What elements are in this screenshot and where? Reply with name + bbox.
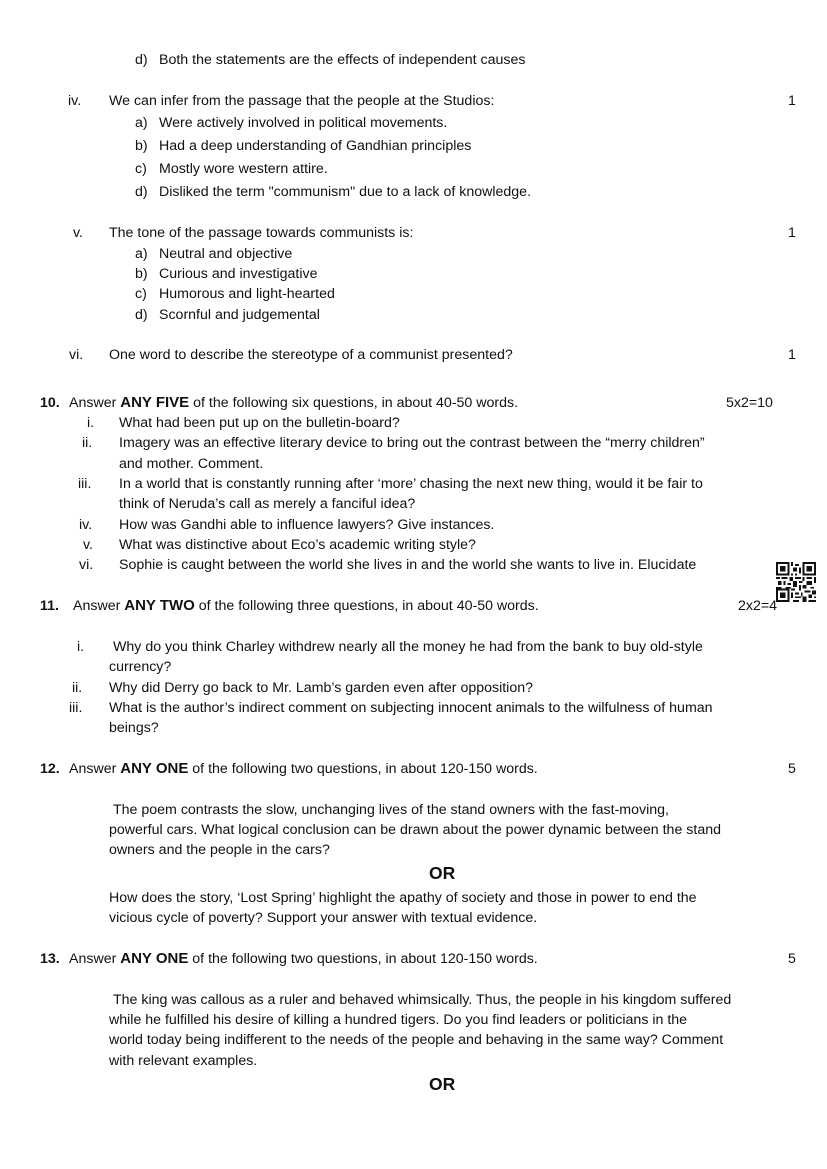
answer-option-text: world today being indifferent to the needs of the people and behaving in the same way? Comment	[109, 1032, 724, 1048]
answer-option-text: The king was callous as a ruler and behaved whimsically. Thus, the people in his kingdom suffered	[113, 992, 732, 1008]
subquestion-text: We can infer from the passage that the people at the Studios:	[109, 93, 495, 109]
question-number: 11.	[40, 598, 59, 614]
subquestion-number: v.	[73, 225, 83, 241]
answer-option-text: vicious cycle of poverty? Support your answer with textual evidence.	[109, 910, 538, 926]
marks: 2x2=4	[738, 598, 778, 614]
subquestion-number: iv.	[79, 517, 93, 533]
subquestion-text: One word to describe the stereotype of a communist presented?	[109, 347, 513, 363]
answer-option-text: powerful cars. What logical conclusion can be drawn about the power dynamic between the stand	[109, 822, 721, 838]
subquestion-text: Why did Derry go back to Mr. Lamb’s garden even after opposition?	[109, 680, 534, 696]
question-heading: Answer ANY ONE of the following two questions, in about 120-150 words.	[69, 760, 538, 777]
answer-option-text: while he fulfilled his desire of killing a hundred tigers. Do you find leaders or politicians in the	[109, 1012, 688, 1028]
question-number: 10.	[40, 395, 60, 411]
subquestion-text: The tone of the passage towards communists is:	[109, 225, 414, 241]
answer-option-text: How does the story, ‘Lost Spring’ highlight the apathy of society and those in power to end the	[109, 890, 697, 906]
subquestion-text: How was Gandhi able to influence lawyers? Give instances.	[119, 517, 495, 533]
question-heading: Answer ANY FIVE of the following six questions, in about 40-50 words.	[69, 394, 519, 411]
qr-code-icon	[776, 562, 816, 602]
subquestion-text: What was distinctive about Eco’s academic writing style?	[119, 537, 476, 553]
subquestion-number: vi.	[69, 347, 84, 363]
marks: 1	[788, 225, 796, 241]
subquestion-number: iii.	[69, 700, 83, 716]
subquestion-number: i.	[77, 639, 85, 655]
option-label: a)	[135, 246, 148, 262]
option-label: d)	[135, 52, 148, 68]
or-divider: OR	[429, 1074, 456, 1094]
subquestion-number: iv.	[68, 93, 82, 109]
subquestion-text: Why do you think Charley withdrew nearly all the money he had from the bank to buy old-style	[113, 639, 703, 655]
or-divider: OR	[429, 863, 456, 883]
subquestion-text: think of Neruda’s call as merely a fanciful idea?	[119, 496, 416, 512]
subquestion-text: In a world that is constantly running after ‘more’ chasing the next new thing, would it be fair to	[119, 476, 703, 492]
answer-option-text: The poem contrasts the slow, unchanging lives of the stand owners with the fast-moving,	[113, 802, 669, 818]
question-number: 12.	[40, 761, 60, 777]
option-label: a)	[135, 115, 148, 131]
option-text: Mostly wore western attire.	[159, 161, 328, 177]
subquestion-number: vi.	[79, 557, 94, 573]
question-number: 13.	[40, 951, 60, 967]
subquestion-text: What had been put up on the bulletin-board?	[119, 415, 400, 431]
option-text: Both the statements are the effects of independent causes	[159, 52, 526, 68]
option-text: Neutral and objective	[159, 246, 293, 262]
subquestion-number: ii.	[82, 435, 93, 451]
marks: 1	[788, 93, 796, 109]
option-label: c)	[135, 286, 147, 302]
option-label: d)	[135, 184, 148, 200]
option-text: Had a deep understanding of Gandhian principles	[159, 138, 472, 154]
subquestion-text: Imagery was an effective literary device to bring out the contrast between the “merry children”	[119, 435, 705, 451]
option-label: c)	[135, 161, 147, 177]
question-heading: Answer ANY TWO of the following three questions, in about 40-50 words.	[73, 597, 539, 614]
subquestion-number: ii.	[72, 680, 83, 696]
subquestion-number: iii.	[78, 476, 92, 492]
marks: 5x2=10	[726, 395, 773, 411]
marks: 1	[788, 347, 796, 363]
answer-option-text: owners and the people in the cars?	[109, 842, 330, 858]
subquestion-number: i.	[87, 415, 95, 431]
option-label: b)	[135, 266, 148, 282]
marks: 5	[788, 761, 796, 777]
subquestion-text: Sophie is caught between the world she lives in and the world she wants to live in. Elucidate	[119, 557, 697, 573]
option-text: Were actively involved in political movements.	[159, 115, 448, 131]
marks: 5	[788, 951, 796, 967]
option-label: d)	[135, 307, 148, 323]
subquestion-text: currency?	[109, 659, 172, 675]
option-label: b)	[135, 138, 148, 154]
option-text: Humorous and light-hearted	[159, 286, 335, 302]
subquestion-text: and mother. Comment.	[119, 456, 264, 472]
subquestion-text: beings?	[109, 720, 159, 736]
question-heading: Answer ANY ONE of the following two questions, in about 120-150 words.	[69, 950, 538, 967]
option-text: Disliked the term "communism" due to a lack of knowledge.	[159, 184, 532, 200]
option-text: Curious and investigative	[159, 266, 318, 282]
option-text: Scornful and judgemental	[159, 307, 320, 323]
answer-option-text: with relevant examples.	[109, 1053, 258, 1069]
subquestion-number: v.	[83, 537, 93, 553]
subquestion-text: What is the author’s indirect comment on subjecting innocent animals to the wilfulness of human	[109, 700, 713, 716]
